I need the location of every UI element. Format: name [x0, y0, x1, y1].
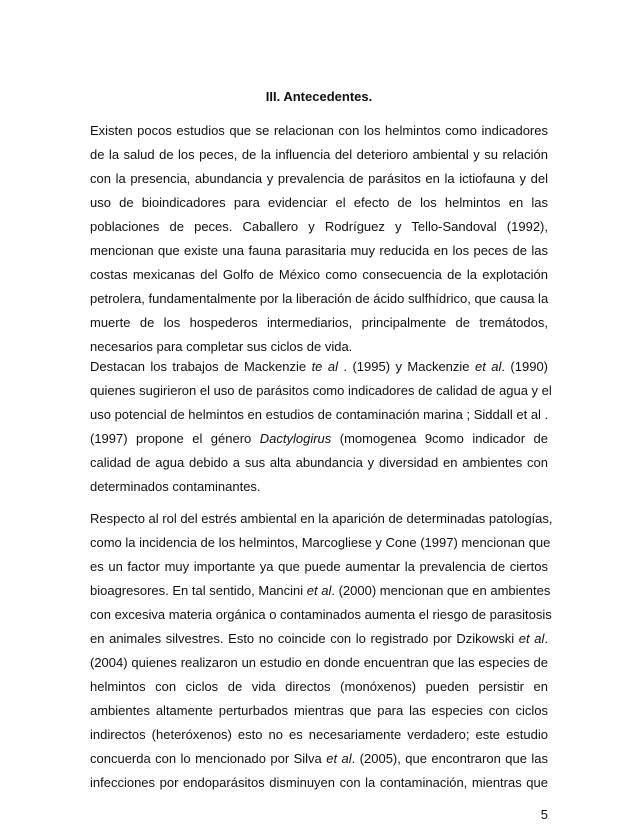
paragraph-line: indirectos (heteróxenos) esto no es necesariamente verdadero; este estudio	[90, 727, 548, 742]
paragraph-line: costas mexicanas del Golfo de México como consecuencia de la explotación	[90, 267, 548, 282]
paragraph-line: uso potencial de helmintos en estudios de contaminación marina ; Siddall et al .	[90, 407, 549, 422]
paragraph-line: Existen pocos estudios que se relacionan con los helmintos como indicadores	[90, 123, 548, 138]
paragraph-line: muerte de los hospederos intermediarios, principalmente de tremátodos,	[90, 315, 548, 330]
paragraph-line: en animales silvestres. Esto no coincide con lo registrado por Dzikowski et al.	[90, 631, 548, 646]
paragraph-line: de la salud de los peces, de la influencia del deterioro ambiental y su relación	[90, 147, 548, 162]
paragraph-line: es un factor muy importante ya que puede aumentar la prevalencia de ciertos	[90, 559, 548, 574]
paragraph-line: mencionan que existe una fauna parasitaria muy reducida en los peces de las	[90, 243, 548, 258]
paragraph-line: poblaciones de peces. Caballero y Rodríguez y Tello-Sandoval (1992),	[90, 219, 548, 234]
paragraph-line: quienes sugirieron el uso de parásitos como indicadores de calidad de agua y el	[90, 383, 552, 398]
paragraph-line: ambientes altamente perturbados mientras que para las especies con ciclos	[90, 703, 548, 718]
section-heading: III. Antecedentes.	[265, 89, 373, 104]
paragraph-line: (1997) propone el género Dactylogirus (momogenea 9como indicador de	[90, 431, 548, 446]
paragraph-line: (2004) quienes realizaron un estudio en donde encuentran que las especies de	[90, 655, 548, 670]
paragraph-line: determinados contaminantes.	[90, 479, 261, 494]
paragraph-line: Destacan los trabajos de Mackenzie te al . (1995) y Mackenzie et al. (1990)	[90, 359, 548, 374]
paragraph-line: helmintos con ciclos de vida directos (monóxenos) pueden persistir en	[90, 679, 548, 694]
paragraph-line: bioagresores. En tal sentido, Mancini et al. (2000) mencionan que en ambientes	[90, 583, 551, 598]
paragraph-line: concuerda con lo mencionado por Silva et al. (2005), que encontraron que las	[90, 751, 548, 766]
paragraph-line: con la presencia, abundancia y prevalencia de parásitos en la ictiofauna y del	[90, 171, 548, 186]
paragraph-line: necesarios para completar sus ciclos de vida.	[90, 339, 353, 354]
paragraph-line: uso de bioindicadores para evidenciar el efecto de los helmintos en las	[90, 195, 548, 210]
paragraph-line: con excesiva materia orgánica o contaminados aumenta el riesgo de parasitosis	[90, 607, 552, 622]
paragraph-line: Respecto al rol del estrés ambiental en la aparición de determinadas patologías,	[90, 511, 553, 526]
page-number: 5	[540, 807, 548, 822]
paragraph-line: calidad de agua debido a sus alta abundancia y diversidad en ambientes con	[90, 455, 548, 470]
paragraph-line: petrolera, fundamentalmente por la liberación de ácido sulfhídrico, que causa la	[90, 291, 549, 306]
paragraph-line: como la incidencia de los helmintos, Marcogliese y Cone (1997) mencionan que	[90, 535, 551, 550]
paragraph-line: infecciones por endoparásitos disminuyen con la contaminación, mientras que	[90, 775, 548, 790]
